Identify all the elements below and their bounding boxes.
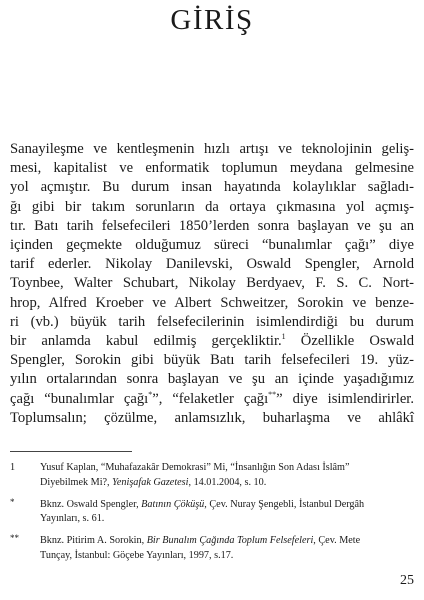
body-line: hrop, Alfred Kroeber ve Albert Schweitzer, Sorokin ve benze- (10, 294, 414, 311)
body-paragraph (10, 140, 414, 428)
body-line: içinden geçmekte olduğumuz süreci “bunalımlar çağı” diye (10, 237, 414, 254)
footnote-star (10, 498, 414, 528)
footnote-text: , Çev. Nuray Şengebli, İstanbul Dergâh (204, 498, 365, 510)
body-line-text: ” diye isimlendirirler. (276, 390, 415, 407)
body-line: tır. Batı tarih felsefecileri 1850’lerden sonra başlayan ve şu an (10, 217, 414, 234)
footnote-text: Bknz. Oswald Spengler, (40, 498, 142, 510)
body-line-text: çağı “bunalımlar çağı (10, 390, 149, 407)
page-number: 25 (400, 573, 414, 588)
footnote-line (40, 498, 414, 513)
footnote-line: Yayınları, s. 61. (40, 513, 105, 525)
footnote-text: , Çev. Mete (313, 535, 361, 547)
footnote-line (40, 534, 414, 549)
body-line (10, 390, 414, 409)
body-line: Toynbee, Walter Schubart, Nikolay Berdyaev, F. S. C. Nort- (10, 275, 414, 292)
footnote-text: Diyebilmek Mi?, (40, 476, 113, 488)
body-line: Toplumsalın; çözülme, anlamsızlık, buharlaşma ve ahlâkî (10, 409, 414, 426)
footnote-double-star (10, 534, 414, 564)
footnote-mark: ** (10, 533, 19, 544)
body-line-text: bir anlamda kabul edilmiş gerçekliktir. (10, 333, 282, 350)
body-line: Sanayileşme ve kentleşmenin hızlı artışı ve teknolojinin geliş- (10, 141, 414, 157)
body-line: Spengler, Sorokin gibi büyük Batı tarih felsefecileri 19. yüz- (10, 352, 414, 369)
footnote-line: Tunçay, İstanbul: Göçebe Yayınları, 1997, s.17. (40, 549, 234, 561)
footnote-source-title: Batının Çöküşü (141, 498, 205, 510)
footnote-ref-1[interactable]: 1 (281, 332, 286, 342)
page-title: GİRİŞ (170, 4, 254, 36)
footnote-mark: * (10, 496, 15, 507)
body-line (10, 332, 414, 351)
footnote-source-title: Bir Bunalım Çağında Toplum Felsefeleri (146, 535, 314, 547)
footnote-line (40, 476, 414, 491)
footnote-text: Bknz. Pitirim A. Sorokin, (40, 535, 147, 547)
footnote-ref-double-star[interactable]: ** (268, 389, 277, 399)
body-line: tarif ederler. Nikolay Danilevski, Oswald Spengler, Arnold (10, 256, 414, 273)
footnote-text: , 14.01.2004, s. 10. (188, 476, 267, 488)
footnote-mark: 1 (10, 462, 16, 473)
body-line: yol açmıştır. Bu durum insan hayatında kolaylıklar sağladı- (10, 179, 414, 196)
body-line-text: Özellikle Oswald (285, 333, 415, 350)
body-line-text: ”, “felaketler çağı (152, 390, 269, 407)
body-line: mesi, kapitalist ve enformatik toplumun meydana gelmesine (10, 160, 414, 177)
body-line: ri (vb.) büyük tarih felsefecilerinin isimlendirdiği bu durum (10, 313, 414, 330)
footnote-divider (10, 451, 132, 452)
footnote-line: Yusuf Kaplan, “Muhafazakâr Demokrasi” Mi, “İnsanlığın Son Adası İslâm” (40, 462, 350, 473)
body-line: yılın ortalarından sonra başlayan ve şu an içinde yaşadığımız (10, 371, 414, 388)
footnotes (10, 461, 414, 571)
footnote-ref-star[interactable]: * (148, 389, 153, 399)
footnote-1 (10, 461, 414, 491)
footnote-source-title: Yenişafak Gazetesi (112, 476, 189, 488)
body-line: ğı gibi bir takım sorunların da ortaya çıkmasına yol açmış- (10, 198, 414, 215)
